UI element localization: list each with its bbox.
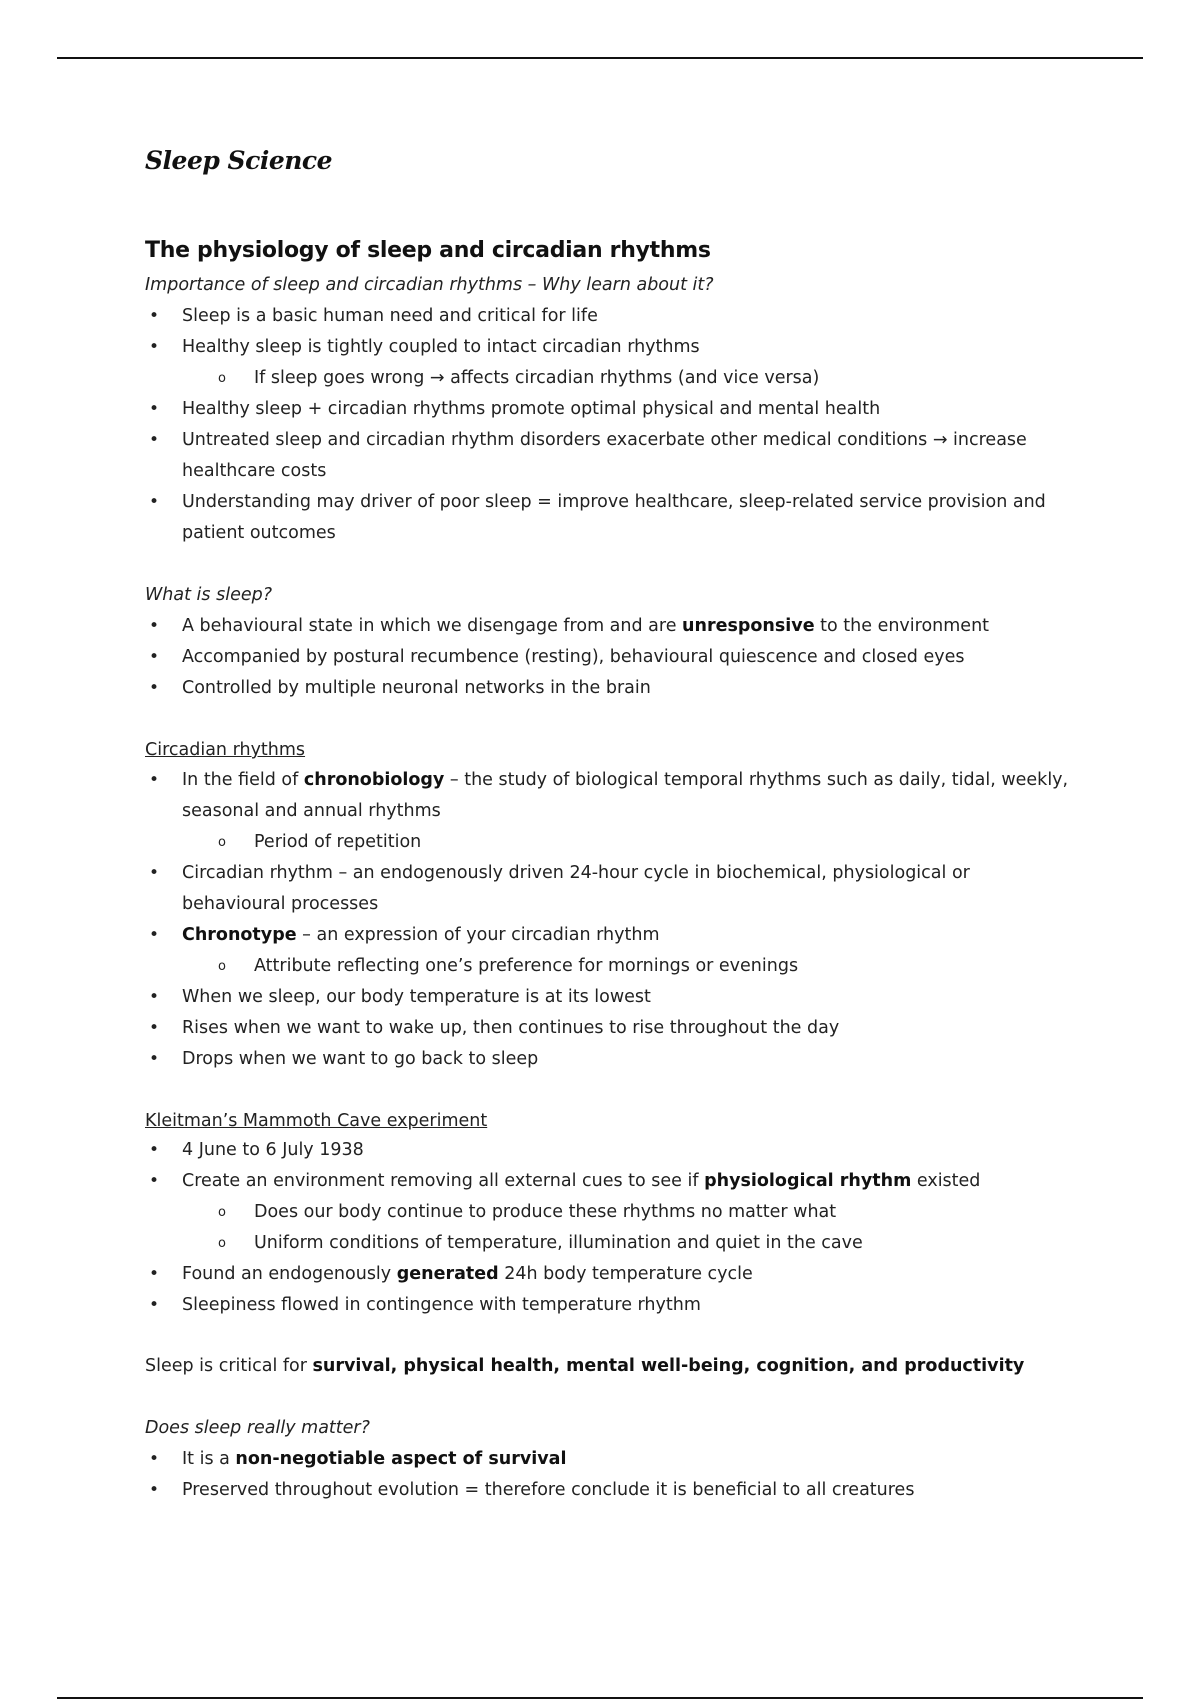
list-item: • Sleepiness flowed in contingence with temperature rhythm — [145, 1290, 1085, 1321]
list-item: • Understanding may driver of poor sleep = improve healthcare, sleep-related service provision and patient outcomes — [145, 487, 1085, 549]
circadian-list — [145, 765, 1085, 1075]
sub-bullet-icon: o — [218, 371, 226, 386]
bullet-icon: • — [149, 1264, 160, 1284]
sub-bullet-icon: o — [218, 959, 226, 974]
summary-statement: Sleep is critical for survival, physical health, mental well-being, cognition, and productivity — [145, 1356, 1025, 1376]
bullet-icon: • — [149, 678, 160, 698]
sub-list-item: o Attribute reflecting one’s preference for mornings or evenings — [145, 951, 1085, 982]
list-item: • Controlled by multiple neuronal networks in the brain — [145, 673, 1085, 704]
section-heading: The physiology of sleep and circadian rhythms — [145, 238, 711, 263]
importance-list — [145, 301, 1085, 549]
list-item: • Circadian rhythm – an endogenously driven 24-hour cycle in biochemical, physiological or behavioural processes — [145, 858, 1055, 920]
bullet-icon: • — [149, 647, 160, 667]
sub-bullet-icon: o — [218, 835, 226, 850]
bullet-icon: • — [149, 1018, 160, 1038]
section-kleitman-title: Kleitman’s Mammoth Cave experiment — [145, 1111, 488, 1131]
list-item: • Chronotype – an expression of your circadian rhythm — [145, 920, 1085, 951]
sub-list-item: o Period of repetition — [145, 827, 1085, 858]
list-item: • A behavioural state in which we disengage from and are unresponsive to the environment — [145, 611, 1085, 642]
section-what-is-sleep-title: What is sleep? — [145, 585, 272, 605]
list-item: • Untreated sleep and circadian rhythm disorders exacerbate other medical conditions → increase healthcare costs — [145, 425, 1085, 487]
document-title: Sleep Science — [145, 146, 333, 175]
sub-list-item: o Does our body continue to produce these rhythms no matter what — [145, 1197, 1085, 1228]
bullet-icon: • — [149, 925, 160, 945]
sub-bullet-icon: o — [218, 1205, 226, 1220]
list-item: • 4 June to 6 July 1938 — [145, 1135, 1085, 1166]
section-importance-title: Importance of sleep and circadian rhythms – Why learn about it? — [145, 275, 714, 295]
list-item: • In the field of chronobiology – the study of biological temporal rhythms such as daily, tidal, weekly, seasonal and annual rhythms — [145, 765, 1085, 827]
kleitman-list — [145, 1135, 1085, 1321]
list-item: • Create an environment removing all external cues to see if physiological rhythm existed — [145, 1166, 1085, 1197]
section-circadian-title: Circadian rhythms — [145, 740, 306, 760]
list-item: • When we sleep, our body temperature is at its lowest — [145, 982, 1085, 1013]
bullet-icon: • — [149, 1295, 160, 1315]
section-does-sleep-matter-title: Does sleep really matter? — [145, 1418, 370, 1438]
bullet-icon: • — [149, 430, 160, 450]
bullet-icon: • — [149, 1171, 160, 1191]
sub-list-item: o If sleep goes wrong → affects circadian rhythms (and vice versa) — [145, 363, 1085, 394]
sub-list-item: o Uniform conditions of temperature, illumination and quiet in the cave — [145, 1228, 1085, 1259]
list-item: • Sleep is a basic human need and critical for life — [145, 301, 1085, 332]
list-item: • Drops when we want to go back to sleep — [145, 1044, 1085, 1075]
bullet-icon: • — [149, 1049, 160, 1069]
bullet-icon: • — [149, 1480, 160, 1500]
bullet-icon: • — [149, 616, 160, 636]
sub-bullet-icon: o — [218, 1236, 226, 1251]
list-item: • Healthy sleep is tightly coupled to intact circadian rhythms — [145, 332, 1085, 363]
what-is-sleep-list — [145, 611, 1085, 704]
bullet-icon: • — [149, 987, 160, 1007]
bullet-icon: • — [149, 492, 160, 512]
does-sleep-matter-list — [145, 1444, 1085, 1506]
bullet-icon: • — [149, 306, 160, 326]
bullet-icon: • — [149, 770, 160, 790]
list-item: • Preserved throughout evolution = therefore conclude it is beneficial to all creatures — [145, 1475, 1085, 1506]
bullet-icon: • — [149, 1449, 160, 1469]
list-item: • Accompanied by postural recumbence (resting), behavioural quiescence and closed eyes — [145, 642, 1085, 673]
bullet-icon: • — [149, 1140, 160, 1160]
bottom-rule — [57, 1697, 1143, 1699]
list-item: • It is a non-negotiable aspect of survival — [145, 1444, 1085, 1475]
top-rule — [57, 57, 1143, 59]
list-item: • Found an endogenously generated 24h body temperature cycle — [145, 1259, 1085, 1290]
list-item: • Healthy sleep + circadian rhythms promote optimal physical and mental health — [145, 394, 1085, 425]
list-item: • Rises when we want to wake up, then continues to rise throughout the day — [145, 1013, 1085, 1044]
bullet-icon: • — [149, 399, 160, 419]
bullet-icon: • — [149, 863, 160, 883]
bullet-icon: • — [149, 337, 160, 357]
